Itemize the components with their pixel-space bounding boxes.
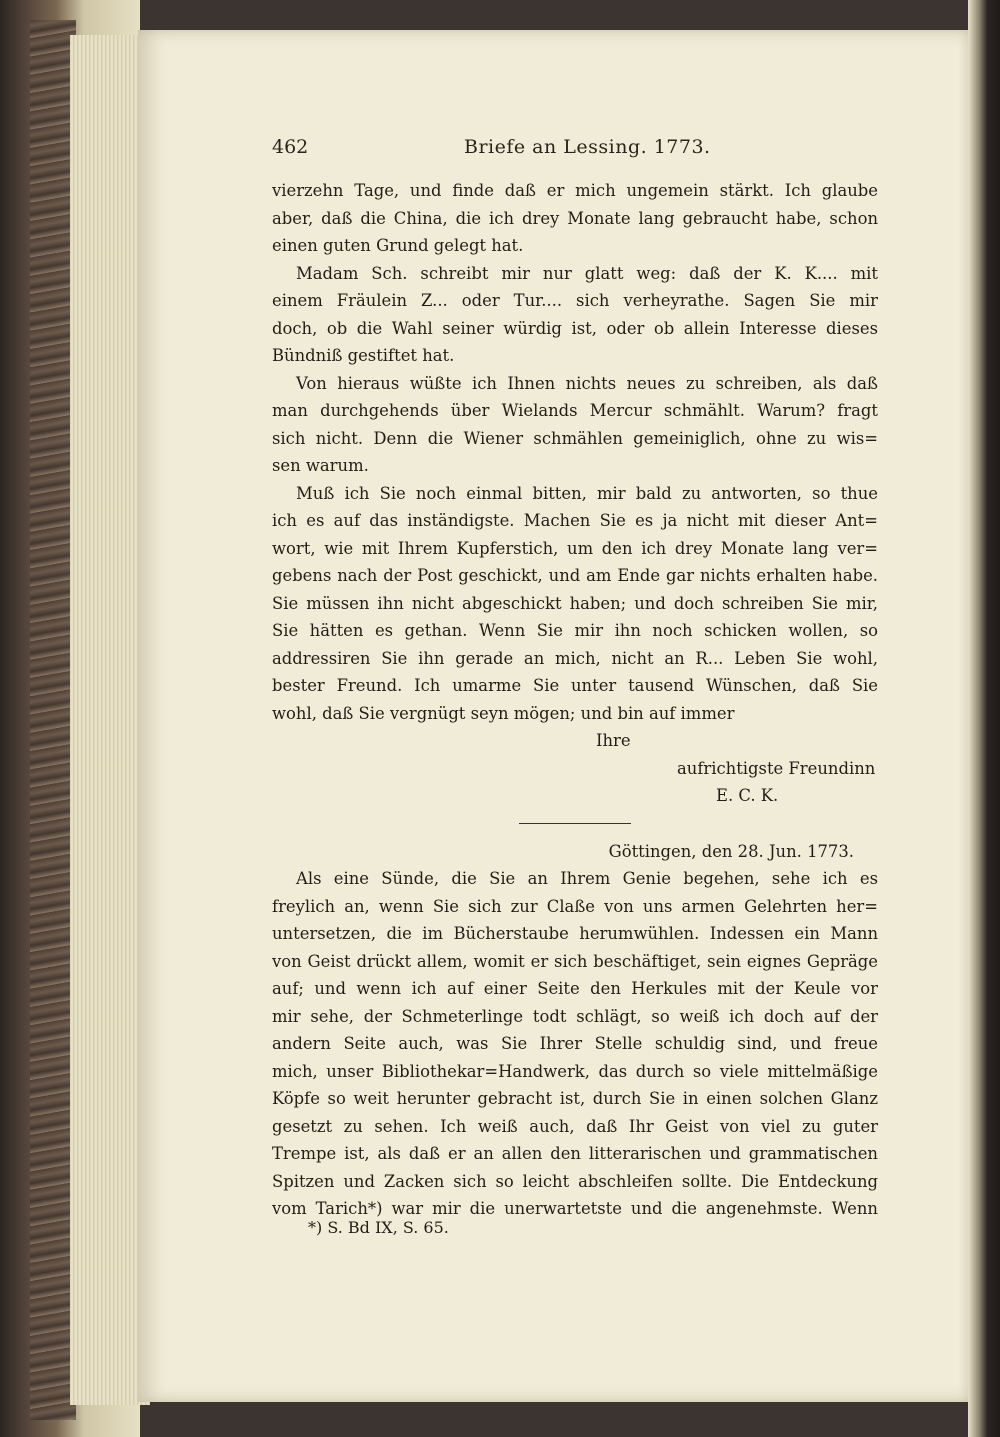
dateline: Göttingen, den 28. Jun. 1773. — [608, 841, 854, 861]
running-title: Briefe an Lessing. 1773. — [464, 136, 711, 158]
text-line: sen warum. — [272, 456, 369, 475]
text-line: sich nicht. Denn die Wiener schmählen gemeiniglich, ohne zu wis= — [272, 428, 878, 448]
text-line: Madam Sch. schreibt mir nur glatt weg: daß der K. K.... mit — [296, 263, 878, 283]
text-line: vierzehn Tage, und finde daß er mich ungemein stärkt. Ich glaube — [272, 181, 878, 200]
page-number: 462 — [272, 136, 309, 158]
letter1-paragraph-4 — [272, 480, 878, 728]
text-line: gesetzt zu sehen. Ich weiß auch, daß Ihr Geist von viel zu guter — [272, 1116, 878, 1136]
text-line: Trempe ist, als daß er an allen den litterarischen und grammatischen — [272, 1144, 878, 1163]
text-line: von Geist drückt allem, womit er sich beschäftiget, sein eignes Gepräge — [272, 951, 878, 971]
letter-divider — [519, 823, 631, 824]
closing-phrase: aufrichtigste Freundinn — [677, 758, 876, 778]
closing-salutation: Ihre — [596, 731, 631, 750]
page-header — [272, 136, 878, 166]
text-line: einem Fräulein Z... oder Tur.... sich verheyrathe. Sagen Sie mir — [272, 291, 878, 310]
text-line: Bündniß gestiftet hat. — [272, 346, 455, 365]
text-line: freylich an, wenn Sie sich zur Claße von uns armen Gelehrten her= — [272, 896, 878, 916]
text-line: wort, wie mit Ihrem Kupferstich, um den ich drey Monate lang ver= — [272, 538, 878, 558]
facing-page-edge — [968, 0, 1000, 1437]
text-line: Als eine Sünde, die Sie an Ihrem Genie begehen, sehe ich es — [296, 869, 878, 888]
letter1-closing — [272, 727, 878, 810]
text-line: Muß ich Sie noch einmal bitten, mir bald zu antworten, so thue — [296, 483, 878, 503]
footnote: *) S. Bd IX, S. 65. — [308, 1218, 449, 1237]
letter2-dateline — [272, 838, 878, 866]
text-line: wohl, daß Sie vergnügt seyn mögen; und bin auf immer — [272, 703, 735, 723]
letter1-paragraph-2 — [272, 260, 878, 370]
text-line: bester Freund. Ich umarme Sie unter tausend Wünschen, daß Sie — [272, 676, 878, 695]
letter1-paragraph-1 — [272, 177, 878, 260]
text-line: mich, unser Bibliothekar=Handwerk, das durch so viele mittelmäßige — [272, 1061, 878, 1081]
text-line: Von hieraus wüßte ich Ihnen nichts neues zu schreiben, als daß — [296, 373, 878, 393]
letter1-paragraph-3 — [272, 370, 878, 480]
page-body — [272, 177, 878, 1223]
text-line: einen guten Grund gelegt hat. — [272, 236, 524, 255]
text-line: gebens nach der Post geschickt, und am Ende gar nichts erhalten habe. — [272, 566, 878, 585]
text-line: andern Seite auch, was Sie Ihrer Stelle schuldig sind, und freue — [272, 1034, 878, 1053]
letter2-paragraph-1 — [272, 865, 878, 1223]
signature-initials: E. C. K. — [716, 786, 779, 805]
text-line: mir sehe, der Schmeterlinge todt schlägt, so weiß ich doch auf der — [272, 1006, 878, 1026]
text-line: vom Tarich*) war mir die unerwartetste und die angenehmste. Wenn — [272, 1199, 878, 1218]
text-line: ich es auf das inständigste. Machen Sie es ja nicht mit dieser Ant= — [272, 511, 878, 530]
text-line: Köpfe so weit herunter gebracht ist, durch Sie in einen solchen Glanz — [272, 1089, 878, 1108]
text-line: doch, ob die Wahl seiner würdig ist, oder ob allein Interesse dieses — [272, 318, 878, 338]
text-line: Sie müssen ihn nicht abgeschickt haben; und doch schreiben Sie mir, — [272, 593, 878, 613]
text-line: man durchgehends über Wielands Mercur schmählt. Warum? fragt — [272, 401, 878, 420]
text-line: addressiren Sie ihn gerade an mich, nicht an R... Leben Sie wohl, — [272, 648, 878, 668]
text-line: auf; und wenn ich auf einer Seite den Herkules mit der Keule vor — [272, 979, 878, 998]
text-line: aber, daß die China, die ich drey Monate lang gebraucht habe, schon — [272, 208, 878, 228]
text-line: Sie hätten es gethan. Wenn Sie mir ihn noch schicken wollen, so — [272, 621, 878, 640]
text-line: untersetzen, die im Bücherstaube herumwühlen. Indessen ein Mann — [272, 924, 878, 943]
text-line: Spitzen und Zacken sich so leicht abschleifen sollte. Die Entdeckung — [272, 1171, 878, 1191]
